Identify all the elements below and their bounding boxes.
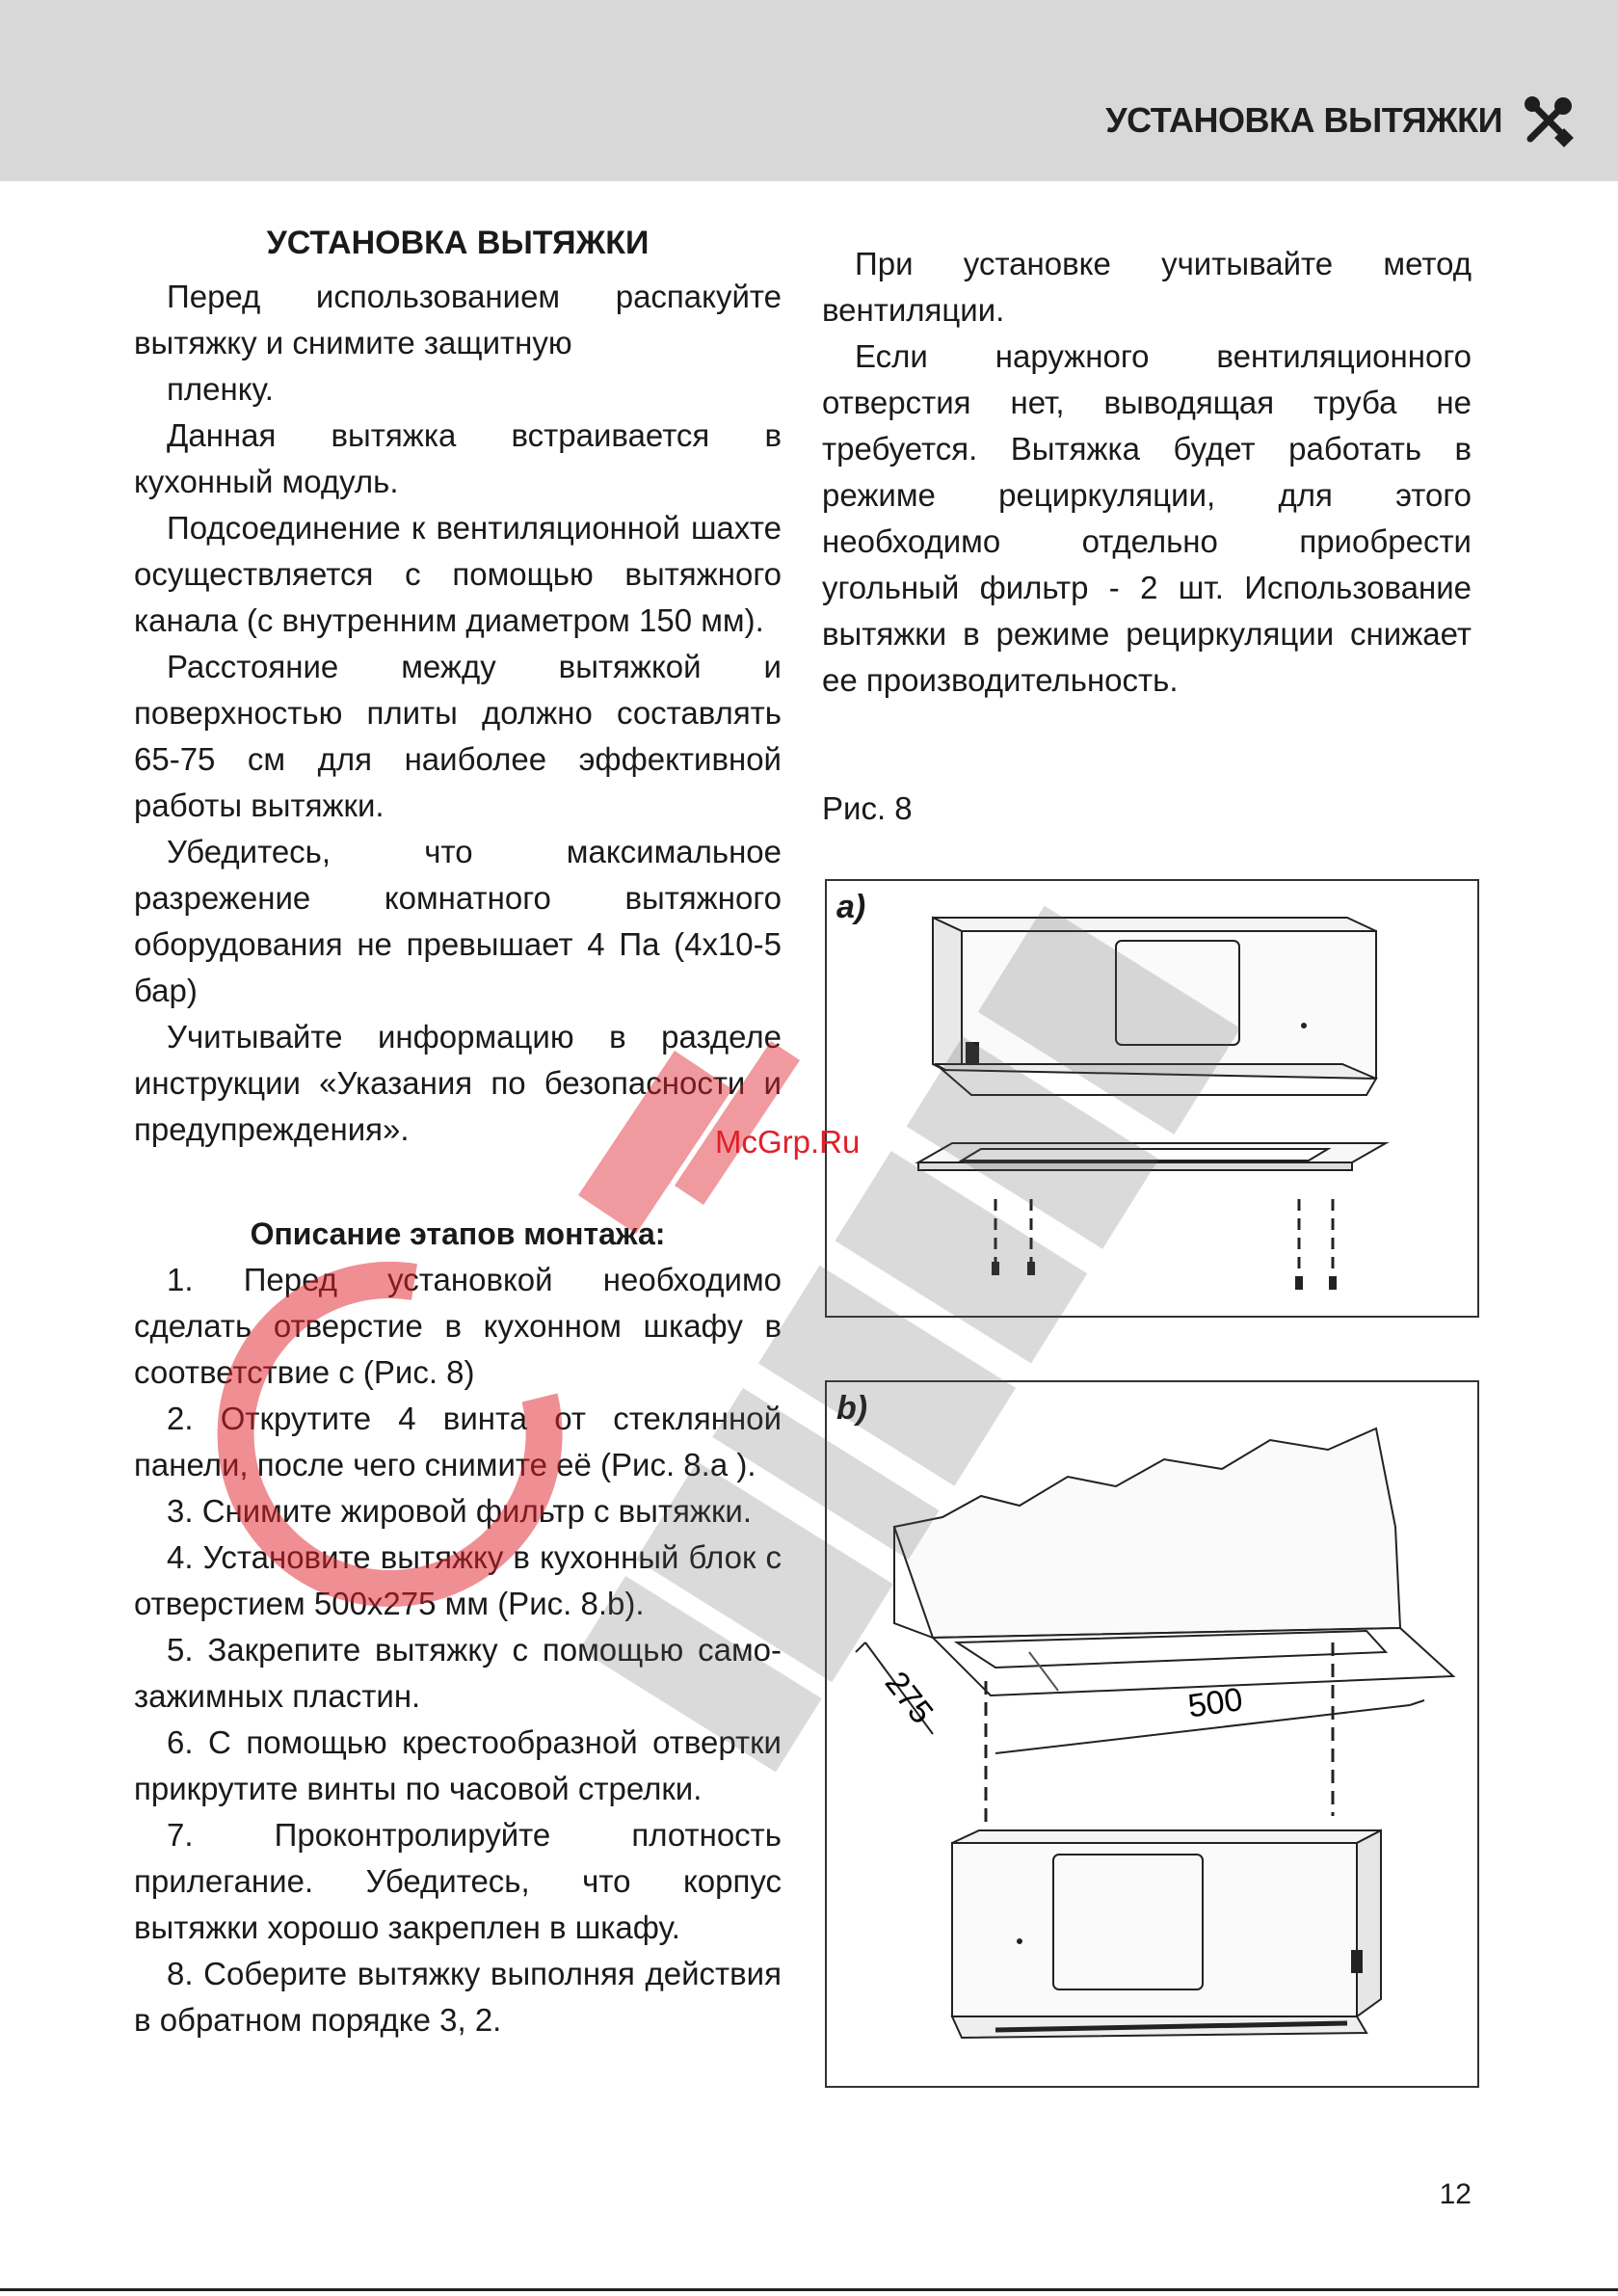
footer-divider	[0, 2288, 1618, 2291]
figure-b-label: b)	[836, 1390, 868, 1427]
figure-caption: Рис. 8	[822, 790, 913, 826]
list-item: 4. Установите вытяжку в кухонный блок с отверстием 500x275 мм (Рис. 8.b).	[134, 1539, 782, 1621]
list-item: 7. Проконтролируйте плотность прилегание. Убедитесь, что корпус вытяжки хорошо закреплен в шкафу.	[134, 1817, 782, 1945]
figure-b	[825, 1380, 1479, 2088]
list-item: 8. Соберите вытяжку выполняя действия в обратном порядке 3, 2.	[134, 1956, 782, 2038]
left-column	[134, 218, 782, 2043]
paragraph-pressure: Убедитесь, что максимальное разрежение комнатного вытяжного оборудования не превышает 4 Па (4x10-5 бар)	[134, 834, 782, 1008]
list-item: 6. С помощью крестообразной отвертки прикрутите винты по часовой стрелки.	[134, 1724, 782, 1806]
paragraph-builtin: Данная вытяжка встраивается в кухонный модуль.	[134, 417, 782, 499]
paragraph-unpack-cont: пленку.	[167, 371, 274, 407]
list-item: 2. Открутите 4 винта от стеклянной панели, после чего снимите её (Рис. 8.a ).	[134, 1401, 782, 1482]
paragraph-distance: Расстояние между вытяжкой и поверхностью плиты должно составлять 65-75 см для наиболее эффективной работы вытяжки.	[134, 649, 782, 823]
list-item: 5. Закрепите вытяжку с помощью само-зажимных пластин.	[134, 1632, 782, 1714]
tools-icon	[1521, 94, 1575, 148]
hood-cutout-drawing	[827, 1382, 1477, 2086]
steps-heading: Описание этапов монтажа:	[250, 1216, 666, 1251]
paragraph-ventilation: При установке учитывайте метод вентиляции.	[822, 246, 1472, 328]
hood-exploded-drawing	[827, 881, 1477, 1316]
section-heading: УСТАНОВКА ВЫТЯЖКИ	[266, 225, 650, 261]
watermark-text: McGrp.Ru	[715, 1124, 861, 1160]
dimension-width: 500	[1185, 1681, 1245, 1725]
header-title: УСТАНОВКА ВЫТЯЖКИ	[1105, 100, 1502, 140]
paragraph-unpack: Перед использованием распакуйте вытяжку и снимите защитную	[134, 279, 782, 360]
header-band	[0, 0, 1618, 181]
page-number: 12	[1439, 2178, 1472, 2210]
list-item: 3. Снимите жировой фильтр с вытяжки.	[167, 1493, 753, 1529]
paragraph-safety: Учитывайте информацию в разделе инструкции «Указания по безопасности и предупреждения».	[134, 1019, 782, 1147]
paragraph-duct: Подсоединение к вентиляционной шахте осуществляется с помощью вытяжного канала (с внутренним диаметром 150 мм).	[134, 510, 782, 638]
figure-a-label: a)	[836, 889, 866, 925]
paragraph-recirculation: Если наружного вентиляционного отверстия нет, выводящая труба не требуется. Вытяжка будет работать в режиме рециркуляции, для этого необходимо отдельно приобрести угольный фильтр - 2 шт. Использование вытяжки в режиме рециркуляции снижает ее производительность.	[822, 338, 1472, 698]
dimension-depth: 275	[877, 1665, 941, 1731]
list-item: 1. Перед установкой необходимо сделать отверстие в кухонном шкафу в соответствие с (Рис. 8)	[134, 1262, 782, 1390]
figure-a	[825, 879, 1479, 1318]
right-column	[822, 241, 1472, 704]
